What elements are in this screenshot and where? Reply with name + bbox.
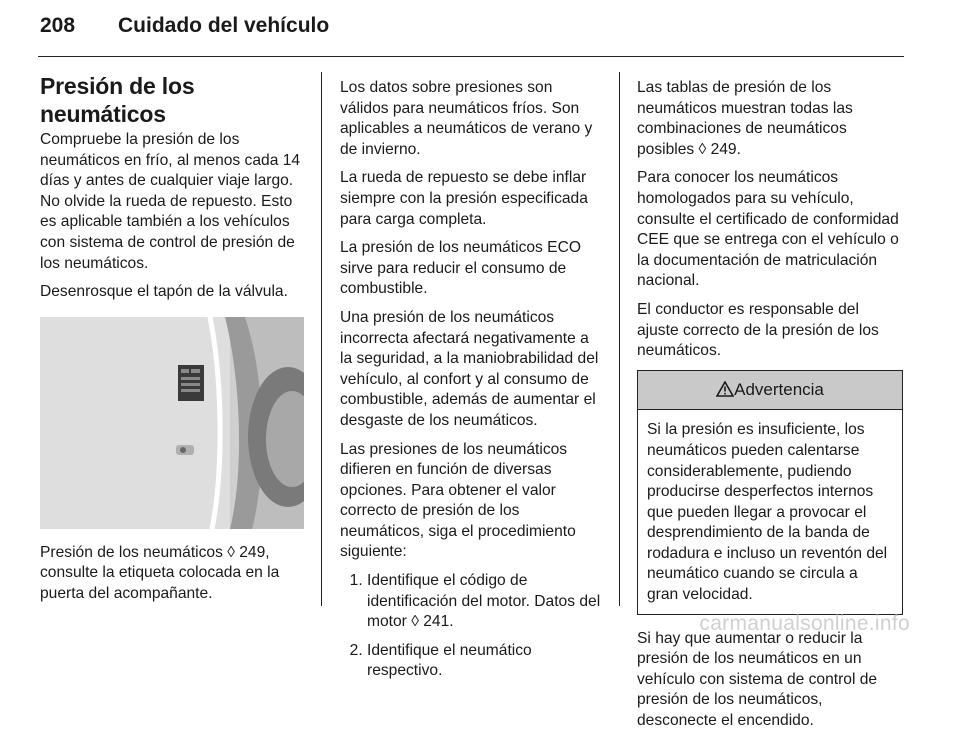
- column-divider-2: [619, 72, 620, 606]
- paragraph: Desenrosque el tapón de la válvula.: [40, 283, 288, 301]
- photo-caption: Presión de los neumáticos ◊ 249, consulte la etiqueta colocada en la puerta del acompañante.: [40, 543, 280, 602]
- column-3: [637, 78, 903, 740]
- door-label-photo: [40, 317, 304, 529]
- list-item: 1. Identifique el código de identificación del motor. Datos del motor ◊ 241.: [367, 571, 604, 633]
- paragraph: Para conocer los neumáticos homologados para su vehículo, consulte el certificado de conformidad CEE que se entrega con el vehículo o la documentación de matriculación nacional.: [637, 169, 899, 290]
- procedure-steps: [340, 571, 604, 682]
- header-rule: [38, 56, 904, 57]
- paragraph: Compruebe la presión de los neumáticos en frío, al menos cada 14 días y antes de cualquier viaje largo. No olvide la rueda de repuesto. Esto es aplicable también a los vehículos con sistema de control de presión de los neumáticos.: [40, 131, 301, 272]
- watermark: carmanualsonline.info: [699, 612, 910, 635]
- warning-box: [637, 370, 903, 615]
- paragraph: Una presión de los neumáticos incorrecta afectará negativamente a la seguridad, a la maniobrabilidad del vehículo, al confort y al consumo de combustible, además de aumentar el desgaste de los neumáticos.: [340, 308, 599, 429]
- column-2: [340, 78, 604, 690]
- paragraph: Las tablas de presión de los neumáticos muestran todas las combinaciones de neumáticos posibles ◊ 249.: [637, 79, 853, 158]
- warning-triangle-icon: [716, 381, 734, 397]
- column-1: [40, 72, 306, 613]
- chapter-title: Cuidado del vehículo: [118, 14, 330, 37]
- warning-body: Si la presión es insuficiente, los neumáticos pueden calentarse considerablemente, pudiendo producirse desperfectos internos que pueden llegar a provocar el desprendimiento de la banda de rodadura e incluso un reventón del neumático cuando se circula a gran velocidad.: [647, 421, 888, 604]
- paragraph: Las presiones de los neumáticos difieren en función de diversas opciones. Para obtener el valor correcto de presión de los neumáticos, siga el procedimiento siguiente:: [340, 440, 576, 561]
- paragraph: El conductor es responsable del ajuste correcto de la presión de los neumáticos.: [637, 300, 879, 360]
- paragraph: Los datos sobre presiones son válidos para neumáticos fríos. Son aplicables a neumáticos de verano y de invierno.: [340, 79, 593, 158]
- paragraph: Si hay que aumentar o reducir la presión de los neumáticos en un vehículo con sistema de control de presión de los neumáticos, desconecte el encendido.: [637, 629, 878, 730]
- section-heading: Presión de los neumáticos: [40, 73, 195, 127]
- paragraph: La presión de los neumáticos ECO sirve para reducir el consumo de combustible.: [340, 239, 581, 298]
- warning-title: Advertencia: [734, 379, 824, 399]
- warning-header: [638, 371, 902, 411]
- page-number: 208: [40, 14, 76, 37]
- list-item: 2. Identifique el neumático respectivo.: [367, 641, 604, 682]
- paragraph: La rueda de repuesto se debe inflar siempre con la presión especificada para carga completa.: [340, 169, 588, 228]
- column-divider-1: [321, 72, 322, 606]
